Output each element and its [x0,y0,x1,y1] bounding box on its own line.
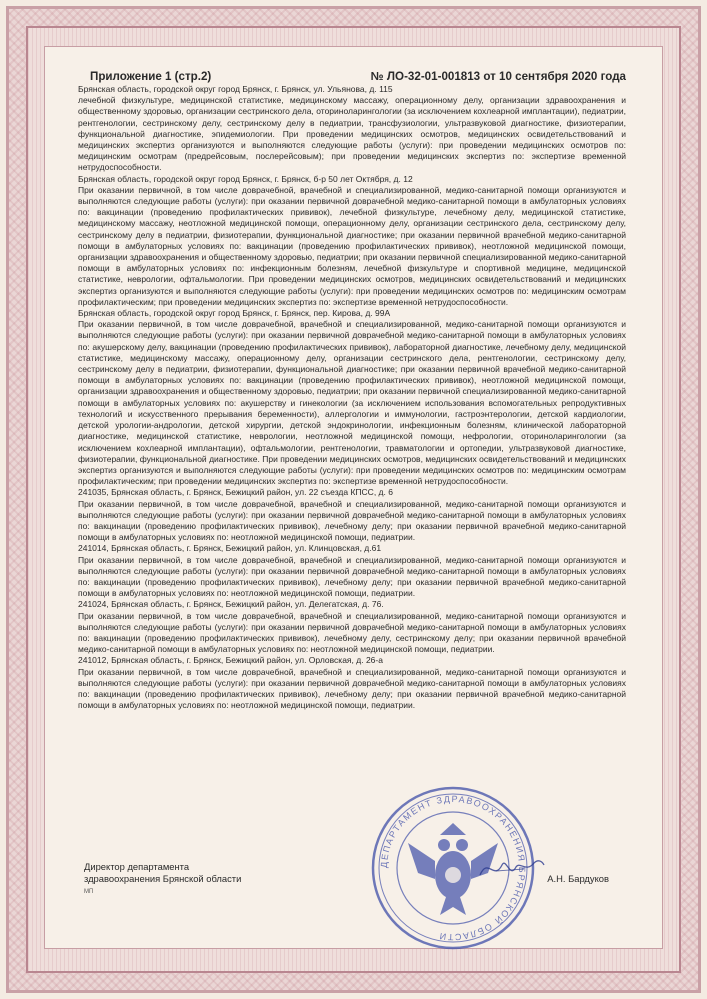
services-paragraph: При оказании первичной, в том числе доврачебной, врачебной и специализированной, медико-санитарной помощи организуются и выполняются следующие работы (услуги): при оказании первичной доврачебной медико-санитарной помощи в амбулаторных условиях по: вакцинации (проведению профилактических прививок), лечебной физкультуре, лечебному делу, медицинской статистике, медицинскому массажу, неотложной медицинской помощи, операционному делу, организации сестринского дела, сестринскому делу, сестринскому делу в педиатрии, физиотерапии, функциональной диагностике; при оказании первичной врачебной медико-санитарной помощи в амбулаторных условиях по: вакцинации (проведению профилактических прививок), неотложной медицинской помощи, организации здравоохранения и общественному здоровью, педиатрии; при оказании первичной специализированной медико-санитарной помощи в амбулаторных условиях по: инфекционным болезням, лечебной физкультуре и спортивной медицине, медицинской статистике, неврологии, офтальмологии. При проведении медицинских осмотров, медицинских освидетельствований и медицинских экспертиз организуются и выполняются следующие работы (услуги): при проведении медицинских осмотров по: медицинским осмотрам профилактическим; при проведении медицинских экспертиз по: экспертизе временной нетрудоспособности. [78,184,626,307]
document-content [78,70,626,711]
address-line: 241035, Брянская область, г. Брянск, Бежицкий район, ул. 22 съезда КПСС, д. 6 [78,487,393,498]
license-number: № ЛО-32-01-001813 от 10 сентября 2020 года [370,70,626,83]
services-paragraph: При оказании первичной, в том числе доврачебной, врачебной и специализированной, медико-санитарной помощи организуются и выполняются следующие работы (услуги): при оказании первичной доврачебной медико-санитарной помощи в амбулаторных условиях по: вакцинации (проведению профилактических прививок), лечебному делу; при оказании первичной врачебной медико-санитарной помощи в амбулаторных условиях по: неотложной медицинской помощи, педиатрии. [78,554,626,599]
address-line: 241012, Брянская область, г. Брянск, Бежицкий район, ул. Орловская, д. 26-а [78,655,383,666]
signatory-name: А.Н. Бардуков [547,873,609,884]
appendix-label: Приложение 1 (стр.2) [90,70,212,83]
document-header [90,70,626,83]
stamp-place-label: МП [84,889,94,895]
address-line: 241024, Брянская область, г. Брянск, Бежицкий район, ул. Делегатская, д. 76. [78,599,384,610]
services-paragraph: При оказании первичной, в том числе доврачебной, врачебной и специализированной, медико-санитарной помощи организуются и выполняются следующие работы (услуги): при оказании первичной доврачебной медико-санитарной помощи в амбулаторных условиях по: вакцинации (проведению профилактических прививок), лечебному делу; при оказании первичной врачебной медико-санитарной помощи в амбулаторных условиях по: неотложной медицинской помощи, педиатрии. [78,666,626,711]
services-paragraph: лечебной физкультуре, медицинской статистике, медицинскому массажу, операционному делу, организации здравоохранения и общественному здоровью, организации сестринского дела, оториноларингологии (за исключением кохлеарной имплантации), педиатрии, рентгенологии, сестринскому делу, сестринскому делу в педиатрии, трансфузиологии, ультразвуковой диагностике, физиотерапии, функциональной диагностике, эпидемиологии. При проведении медицинских осмотров, медицинских освидетельствований и медицинских экспертиз организуются и выполняются следующие работы (услуги): при проведении медицинских осмотров по: медицинским осмотрам (предрейсовым, послерейсовым); при проведении медицинских экспертиз по: экспертизе временной нетрудоспособности. [78,95,626,173]
services-paragraph: При оказании первичной, в том числе доврачебной, врачебной и специализированной, медико-санитарной помощи организуются и выполняются следующие работы (услуги): при оказании первичной доврачебной медико-санитарной помощи в амбулаторных условиях по: вакцинации (проведению профилактических прививок), лечебному делу, сестринскому делу; при оказании первичной врачебной медико-санитарной помощи в амбулаторных условиях по: неотложной медицинской помощи, педиатрии. [78,610,626,655]
services-paragraph: При оказании первичной, в том числе доврачебной, врачебной и специализированной, медико-санитарной помощи организуются и выполняются следующие работы (услуги): при оказании первичной доврачебной медико-санитарной помощи в амбулаторных условиях по: вакцинации (проведению профилактических прививок), лечебному делу; при оказании первичной врачебной медико-санитарной помощи в амбулаторных условиях по: неотложной медицинской помощи, педиатрии. [78,498,626,543]
services-paragraph: При оказании первичной, в том числе доврачебной, врачебной и специализированной, медико-санитарной помощи организуются и выполняются следующие работы (услуги): при оказании первичной доврачебной медико-санитарной помощи в амбулаторных условиях по: акушерскому делу, вакцинации (проведению профилактических прививок), лабораторной диагностике, лечебному делу, медицинской статистике, медицинскому массажу, операционному делу, организации сестринского дела, рентгенологии, сестринскому делу, сестринскому делу в педиатрии, физиотерапии, функциональной диагностике; при оказании первичной врачебной медико-санитарной помощи в амбулаторных условиях по: вакцинации (проведению профилактических прививок), неотложной медицинской помощи, организации здравоохранения и общественному здоровью, педиатрии; при оказании первичной специализированной медико-санитарной помощи в амбулаторных условиях по: акушерству и гинекологии (за исключением использования вспомогательных репродуктивных технологий и искусственного прерывания беременности), аллергологии и иммунологии, гастроэнтерологии, детской кардиологии, детской урологии-андрологии, детской хирургии, детской эндокринологии, инфекционным болезням, клинической лабораторной диагностике, медицинской статистике, неврологии, неотложной медицинской помощи, нефрологии, оториноларингологии (за исключением кохлеарной имплантации), офтальмологии, рентгенологии, травматологии и ортопедии, ультразвуковой диагностике, физиотерапии, функциональной диагностике. При проведении медицинских осмотров, медицинских освидетельствований и медицинских экспертиз организуются и выполняются следующие работы (услуги): при проведении медицинских осмотров по: медицинским осмотрам профилактическим; при проведении медицинских экспертиз по: экспертизе временной нетрудоспособности. [78,319,626,487]
address-line: Брянская область, городской округ город Брянск, г. Брянск, пер. Кирова, д. 99А [78,308,391,319]
seal-text: ДЕПАРТАМЕНТ ЗДРАВООХРАНЕНИЯ БРЯНСКОЙ ОБЛАСТИ [378,793,528,943]
address-line: Брянская область, городской округ город Брянск, г. Брянск, б-р 50 лет Октября, д. 12 [78,173,413,184]
handwritten-signature-icon [476,853,546,883]
signatory-department: здравоохранения Брянской области [84,873,242,884]
address-line: 241014, Брянская область, г. Брянск, Бежицкий район, ул. Клинцовская, д.61 [78,543,382,554]
signatory-title: Директор департамента [84,861,190,872]
address-line: Брянская область, городской округ город Брянск, г. Брянск, ул. Ульянова, д. 115 [78,84,393,94]
document-text [78,84,626,711]
